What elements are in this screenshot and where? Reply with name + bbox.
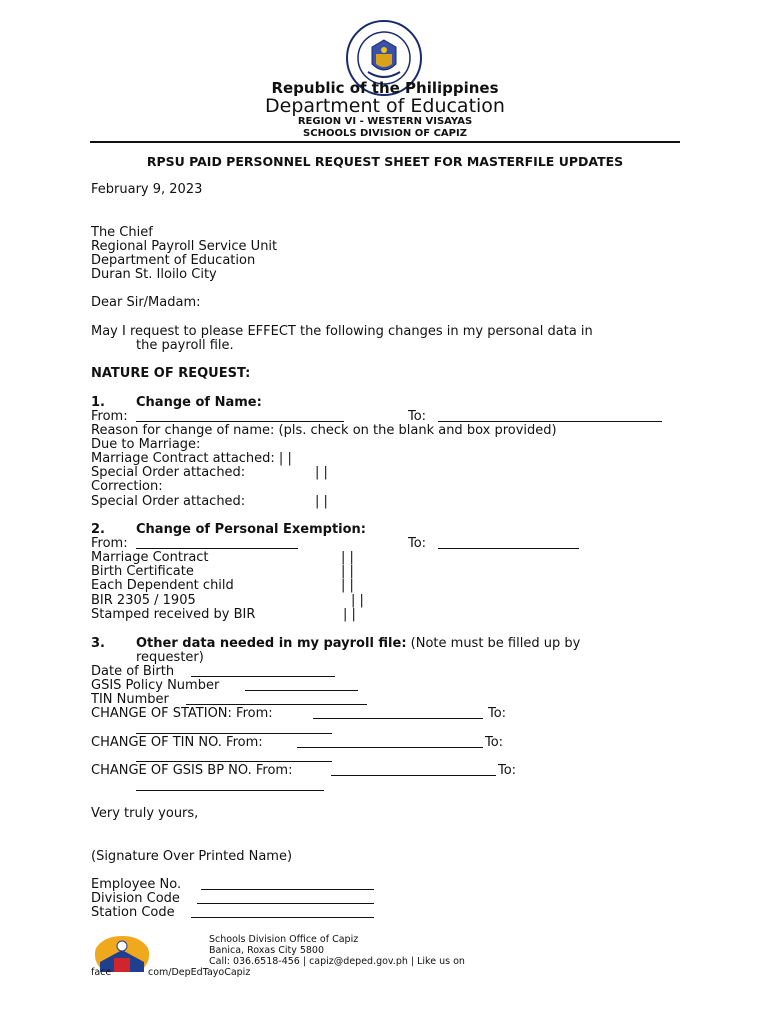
section-number: 1. xyxy=(91,395,105,410)
from-label: From: xyxy=(91,536,128,551)
address-line: Department of Education xyxy=(91,253,256,268)
special-order-label: Special Order attached: xyxy=(91,465,246,480)
signature-label: (Signature Over Printed Name) xyxy=(91,849,293,864)
date-text: February 9, 2023 xyxy=(91,182,203,197)
header-divider xyxy=(90,141,680,143)
closing-text: Very truly yours, xyxy=(91,806,199,821)
section-number: 2. xyxy=(91,522,105,537)
exemption-item: Each Dependent child xyxy=(91,578,234,593)
to-label: To: xyxy=(488,706,507,721)
from-name-field[interactable] xyxy=(136,410,344,422)
employee-no-label: Employee No. xyxy=(91,877,182,892)
document-title: RPSU PAID PERSONNEL REQUEST SHEET FOR MASTERFILE UPDATES xyxy=(146,154,624,169)
exemption-item: Stamped received by BIR xyxy=(91,607,256,622)
from-label: From: xyxy=(91,409,128,424)
division-code-label: Division Code xyxy=(91,891,180,906)
to-label: To: xyxy=(498,763,517,778)
change-tin-label: CHANGE OF TIN NO. From: xyxy=(91,735,263,750)
dob-field[interactable] xyxy=(191,665,335,677)
footer-facebook-prefix: face xyxy=(91,967,112,978)
change-gsis-bp-label: CHANGE OF GSIS BP NO. From: xyxy=(91,763,293,778)
address-line: Duran St. Iloilo City xyxy=(91,267,217,282)
gsis-bp-to-field[interactable] xyxy=(136,779,324,791)
dob-label: Date of Birth xyxy=(91,664,175,679)
station-to-field[interactable] xyxy=(136,722,332,734)
department-heading: Department of Education xyxy=(265,95,505,117)
correction-label: Correction: xyxy=(91,479,163,494)
from-exemption-field[interactable] xyxy=(136,537,298,549)
station-from-field[interactable] xyxy=(313,707,483,719)
request-line: May I request to please EFFECT the following changes in my personal data in xyxy=(91,324,593,339)
station-code-field[interactable] xyxy=(191,906,374,918)
exemption-item: BIR 2305 / 1905 xyxy=(91,593,196,608)
exemption-checkbox[interactable]: | | xyxy=(351,593,364,608)
exemption-checkbox[interactable]: | | xyxy=(341,578,354,593)
address-line: Regional Payroll Service Unit xyxy=(91,239,278,254)
division-heading: SCHOOLS DIVISION OF CAPIZ xyxy=(303,128,467,139)
address-line: The Chief xyxy=(91,225,153,240)
section-note: (Note must be filled up by xyxy=(410,636,581,651)
exemption-checkbox[interactable]: | | xyxy=(341,550,354,565)
to-exemption-field[interactable] xyxy=(438,537,579,549)
tin-to-field[interactable] xyxy=(136,750,332,762)
footer-address: Banica, Roxas City 5800 xyxy=(209,945,325,956)
section-title: Other data needed in my payroll file: xyxy=(136,636,407,651)
section-title: Change of Personal Exemption: xyxy=(136,522,367,537)
exemption-checkbox[interactable]: | | xyxy=(341,564,354,579)
section-note: requester) xyxy=(136,650,204,665)
station-code-label: Station Code xyxy=(91,905,175,920)
tin-label: TIN Number xyxy=(91,692,169,707)
section-title: Change of Name: xyxy=(136,395,262,410)
footer-office: Schools Division Office of Capiz xyxy=(209,934,359,945)
to-label: To: xyxy=(485,735,504,750)
republic-heading: Republic of the Philippines xyxy=(271,79,499,97)
nature-heading: NATURE OF REQUEST: xyxy=(91,366,251,381)
region-heading: REGION VI - WESTERN VISAYAS xyxy=(297,116,473,127)
request-line: the payroll file. xyxy=(136,338,234,353)
exemption-item: Marriage Contract xyxy=(91,550,209,565)
footer-contact: Call: 036.6518-456 | capiz@deped.gov.ph | Like us on xyxy=(209,956,465,967)
exemption-checkbox[interactable]: | | xyxy=(343,607,356,622)
special-order-label: Special Order attached: xyxy=(91,494,246,509)
to-label: To: xyxy=(408,536,427,551)
section-title-line xyxy=(136,637,580,651)
gsis-label: GSIS Policy Number xyxy=(91,678,220,693)
marriage-contract-checkbox[interactable]: Marriage Contract attached: | | xyxy=(91,451,292,466)
exemption-item: Birth Certificate xyxy=(91,564,194,579)
tin-field[interactable] xyxy=(186,693,367,705)
tin-from-field[interactable] xyxy=(297,736,483,748)
reason-text: Reason for change of name: (pls. check on the blank and box provided) xyxy=(91,423,557,438)
division-code-field[interactable] xyxy=(197,892,374,904)
section-number: 3. xyxy=(91,636,105,651)
salutation: Dear Sir/Madam: xyxy=(91,295,201,310)
footer-facebook-link[interactable]: com/DepEdTayoCapiz xyxy=(148,967,251,978)
gsis-bp-from-field[interactable] xyxy=(331,764,496,776)
special-order-checkbox[interactable]: | | xyxy=(315,494,328,509)
employee-no-field[interactable] xyxy=(201,878,374,890)
gsis-field[interactable] xyxy=(245,679,358,691)
special-order-checkbox[interactable]: | | xyxy=(315,465,328,480)
to-label: To: xyxy=(408,409,427,424)
change-station-label: CHANGE OF STATION: From: xyxy=(91,706,273,721)
to-name-field[interactable] xyxy=(438,410,662,422)
due-to-marriage-label: Due to Marriage: xyxy=(91,437,201,452)
